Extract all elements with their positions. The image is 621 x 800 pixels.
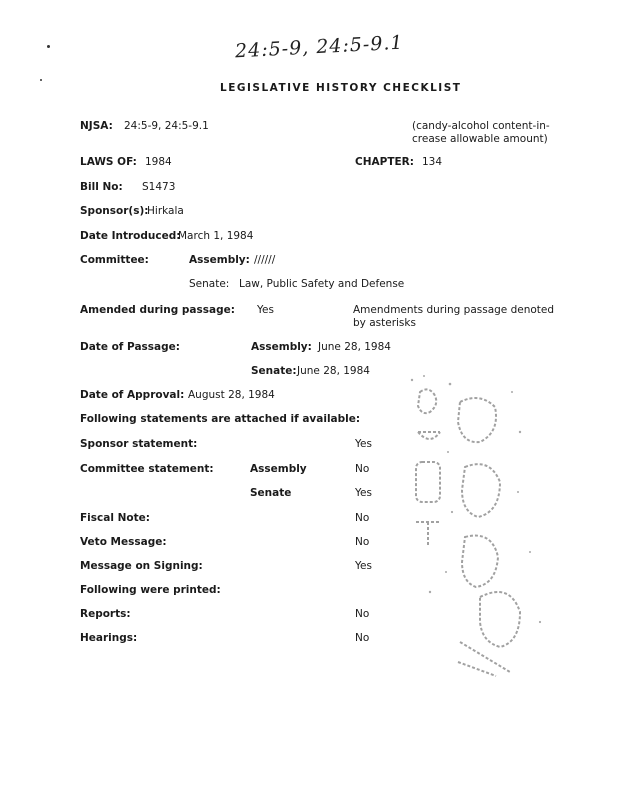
amended-note-line1: Amendments during passage denoted [353, 304, 555, 316]
fiscal-note-label: Fiscal Note: [80, 512, 150, 524]
veto-message-value: No [355, 536, 370, 548]
committee-label: Committee: [80, 254, 149, 266]
date-of-approval-value: August 28, 1984 [188, 389, 275, 401]
njsa-value: 24:5-9, 24:5-9.1 [124, 120, 209, 132]
reports-label: Reports: [80, 608, 131, 620]
committee-statement-assembly-label: Assembly [250, 463, 307, 475]
njsa-note-line2: crease allowable amount) [412, 133, 548, 145]
speck-mark [40, 79, 42, 81]
page-title: LEGISLATIVE HISTORY CHECKLIST [220, 82, 462, 94]
committee-assembly-value: ////// [254, 254, 276, 266]
attached-statements-heading: Following statements are attached if available: [80, 413, 361, 425]
chapter-label: CHAPTER: [355, 156, 414, 168]
do-not-remove-stamp [400, 372, 550, 682]
committee-statement-senate-value: Yes [355, 487, 372, 499]
sponsor-label: Sponsor(s): [80, 205, 149, 217]
committee-assembly-label: Assembly: [189, 254, 250, 266]
date-introduced-value: March 1, 1984 [178, 230, 254, 242]
committee-statement-label: Committee statement: [80, 463, 214, 475]
amended-value: Yes [257, 304, 274, 316]
passage-senate-label: Senate: [251, 365, 297, 377]
laws-of-label: LAWS OF: [80, 156, 137, 168]
sponsor-statement-value: Yes [355, 438, 372, 450]
message-on-signing-value: Yes [355, 560, 372, 572]
bill-no-label: Bill No: [80, 181, 123, 193]
date-of-approval-label: Date of Approval: [80, 389, 185, 401]
reports-value: No [355, 608, 370, 620]
passage-assembly-value: June 28, 1984 [318, 341, 391, 353]
veto-message-label: Veto Message: [80, 536, 167, 548]
njsa-label: NJSA: [80, 120, 113, 132]
message-on-signing-label: Message on Signing: [80, 560, 203, 572]
speck-mark [47, 45, 50, 48]
date-of-passage-label: Date of Passage: [80, 341, 180, 353]
amended-note-line2: by asterisks [353, 317, 416, 329]
laws-of-value: 1984 [145, 156, 172, 168]
committee-statement-senate-label: Senate [250, 487, 292, 499]
passage-assembly-label: Assembly: [251, 341, 312, 353]
fiscal-note-value: No [355, 512, 370, 524]
hearings-label: Hearings: [80, 632, 138, 644]
date-introduced-label: Date Introduced: [80, 230, 181, 242]
chapter-value: 134 [422, 156, 443, 168]
sponsor-value: Hirkala [147, 205, 184, 217]
committee-statement-assembly-value: No [355, 463, 370, 475]
bill-no-value: S1473 [142, 181, 176, 193]
sponsor-statement-label: Sponsor statement: [80, 438, 198, 450]
committee-senate-label: Senate: [189, 278, 230, 290]
njsa-note-line1: (candy-alcohol content-in- [412, 120, 550, 132]
hearings-value: No [355, 632, 370, 644]
printed-heading: Following were printed: [80, 584, 221, 596]
amended-label: Amended during passage: [80, 304, 235, 316]
committee-senate-value: Law, Public Safety and Defense [239, 278, 405, 290]
handwritten-citation: 24:5-9, 24:5-9.1 [234, 31, 405, 63]
passage-senate-value: June 28, 1984 [297, 365, 370, 377]
